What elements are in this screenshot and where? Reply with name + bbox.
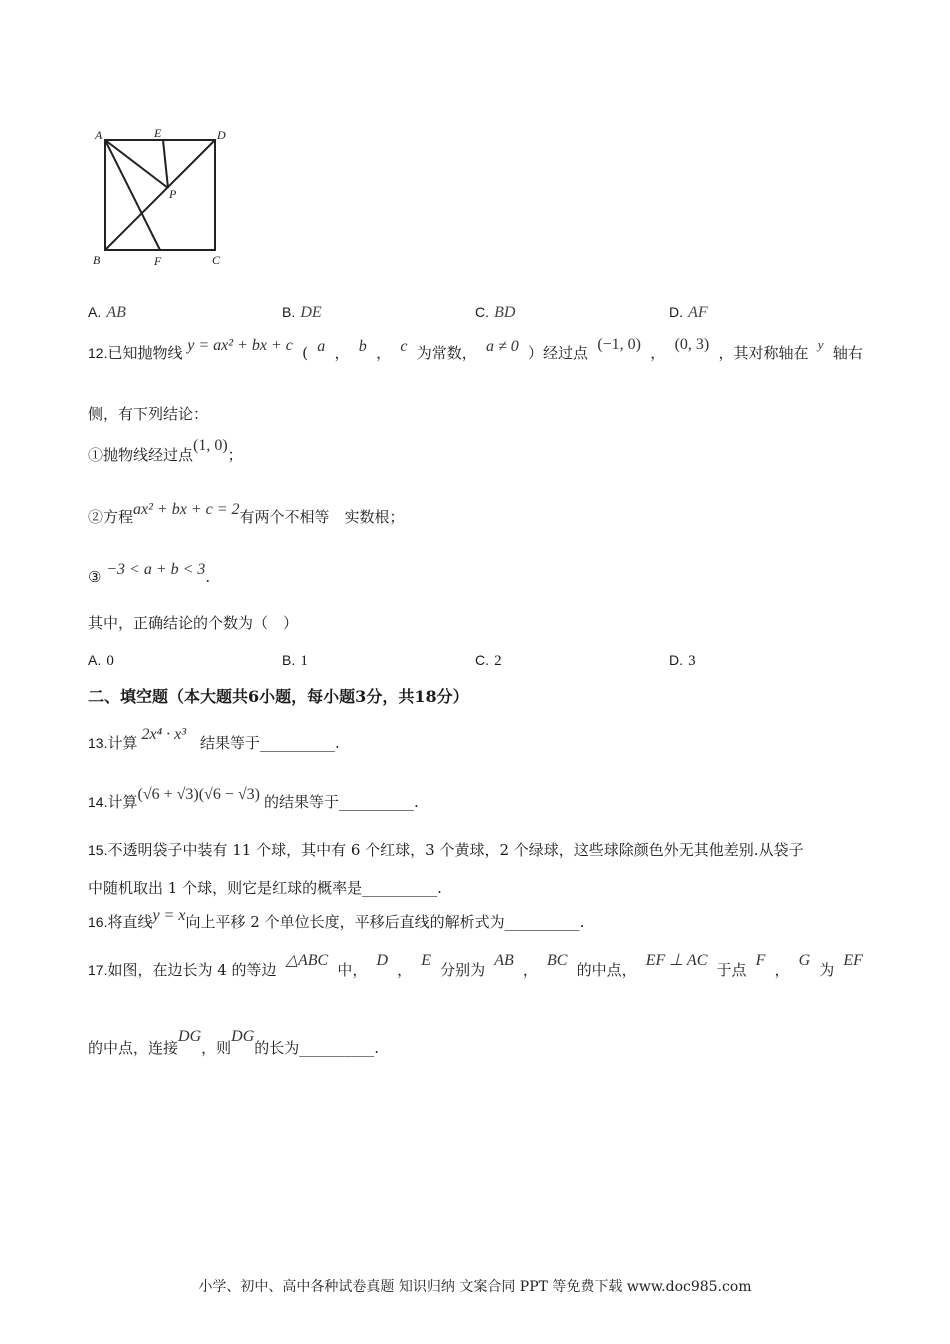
q11-option-c[interactable] xyxy=(475,302,515,322)
q12-conclusion-3 xyxy=(88,561,211,588)
q17-segment-ef: EF xyxy=(843,952,863,969)
q13-number: 13. xyxy=(88,735,108,751)
q17-text: 分别为 xyxy=(440,961,486,979)
heading-text: 二、填空题（本大题共 xyxy=(88,687,249,706)
q17-segment-ab: AB xyxy=(494,952,514,969)
heading-number: 18 xyxy=(414,687,437,706)
q12-conclusion-1 xyxy=(88,437,243,466)
q17-point-g: G xyxy=(798,952,811,969)
option-letter: C. xyxy=(475,652,489,668)
q12-open-paren: ( xyxy=(302,344,308,362)
q17-segment-dg: DG xyxy=(231,1028,255,1045)
option-letter: A. xyxy=(88,304,102,320)
q17-line1 xyxy=(88,952,863,980)
q12-option-b[interactable] xyxy=(282,650,308,670)
q12-sep: ， xyxy=(376,344,392,362)
q11-option-a[interactable] xyxy=(88,302,126,322)
label-b: B xyxy=(93,253,101,267)
q12-y-var: y xyxy=(817,337,824,352)
diagonal-bd xyxy=(105,140,215,250)
label-f: F xyxy=(154,254,162,268)
option-value: AB xyxy=(106,304,126,321)
q17-segment-dg: DG xyxy=(178,1028,202,1045)
q12-line1 xyxy=(88,336,863,364)
q17-line2 xyxy=(88,1028,380,1059)
conclusion-text: ③ xyxy=(88,568,102,586)
option-value: DE xyxy=(300,304,322,321)
q13-expression: 2x⁴ · x³ xyxy=(141,726,187,743)
conclusion-inequality: −3 < a + b < 3 xyxy=(106,561,206,578)
q17-text: ，则 xyxy=(201,1039,232,1057)
q17-text: 中， xyxy=(337,961,368,979)
option-value: AF xyxy=(688,304,708,321)
option-value: 1 xyxy=(300,653,308,669)
q16-text: 将直线 xyxy=(107,913,153,931)
heading-text: 分） xyxy=(436,687,469,706)
q12-option-a[interactable] xyxy=(88,650,114,670)
q16-number: 16. xyxy=(88,914,108,930)
option-letter: A. xyxy=(88,652,102,668)
conclusion-equation: ax² + bx + c = 2 xyxy=(133,501,240,518)
square-figure xyxy=(88,122,238,272)
option-letter: D. xyxy=(669,304,683,320)
option-value: 2 xyxy=(494,653,502,669)
q17-text: 的中点， xyxy=(576,961,637,979)
heading-text: 小题，每小题 xyxy=(259,687,356,706)
q17-number: 17. xyxy=(88,962,108,978)
q17-segment-bc: BC xyxy=(547,952,568,969)
conclusion-text: ； xyxy=(227,446,243,464)
q12-var-c: c xyxy=(400,338,408,355)
q17-triangle: △ABC xyxy=(285,952,329,969)
q13-text: 计算 xyxy=(107,734,138,752)
option-letter: B. xyxy=(282,652,296,668)
q12-var-a: a xyxy=(317,338,326,355)
q16-line-expr: y = x xyxy=(152,907,186,924)
q12-text: 已知抛物线 xyxy=(107,344,183,362)
conclusion-point: (1, 0) xyxy=(193,437,228,454)
q12-conclusion-2 xyxy=(88,501,405,528)
q17-perpendicular: EF ⊥ AC xyxy=(645,952,708,969)
q17-text: 如图，在边长为 4 的等边 xyxy=(107,961,277,979)
q17-sep: ， xyxy=(522,961,538,979)
option-value: 3 xyxy=(688,653,696,669)
q16-text: 向上平移 2 个单位长度，平移后直线的解析式为__________. xyxy=(185,913,585,931)
q15-line1 xyxy=(88,840,804,860)
heading-text: 分，共 xyxy=(366,687,415,706)
q17-text: 为 xyxy=(819,961,835,979)
conclusion-text: ②方程 xyxy=(88,508,134,526)
q14-text: 的结果等于__________. xyxy=(263,793,419,811)
q17-text: 于点 xyxy=(716,961,747,979)
q14-expression: (√6 + √3)(√6 − √3) xyxy=(137,786,260,803)
conclusion-text: . xyxy=(205,568,211,586)
conclusion-text: ①抛物线经过点 xyxy=(88,446,194,464)
q12-text: ）经过点 xyxy=(528,344,589,362)
option-letter: D. xyxy=(669,652,683,668)
q14-text: 计算 xyxy=(107,793,138,811)
segment-ap xyxy=(105,140,168,188)
q12-point-2: (0, 3) xyxy=(674,336,710,353)
footer-note: 小学、初中、高中各种试卷真题 知识归纳 文案合同 PPT 等免费下载 www.doc985.com xyxy=(198,1279,752,1295)
q15-number: 15. xyxy=(88,842,108,858)
q11-option-d[interactable] xyxy=(669,302,708,322)
q17-text: 的中点，连接 xyxy=(88,1039,179,1057)
q14 xyxy=(88,786,419,813)
label-e: E xyxy=(154,126,162,140)
q12-point-1: (−1, 0) xyxy=(597,336,642,353)
q12-sep: ， xyxy=(334,344,350,362)
label-p: P xyxy=(169,187,177,201)
label-a: A xyxy=(95,128,103,142)
q12-text: ，其对称轴在 xyxy=(718,344,809,362)
q16 xyxy=(88,907,585,933)
q12-sep: ， xyxy=(650,344,666,362)
label-c: C xyxy=(212,253,221,267)
q12-condition: a ≠ 0 xyxy=(486,338,519,355)
q15-text: 不透明袋子中装有 11 个球，其中有 6 个红球，3 个黄球，2 个绿球，这些球除颜色外无其他差别.从袋子 xyxy=(107,841,804,859)
q12-option-c[interactable] xyxy=(475,650,502,670)
option-value: 0 xyxy=(106,653,114,669)
q17-text: 的长为__________. xyxy=(254,1039,380,1057)
option-letter: B. xyxy=(282,304,296,320)
heading-number: 3 xyxy=(355,687,367,706)
option-value: BD xyxy=(494,304,516,321)
q12-number: 12. xyxy=(88,345,108,361)
q17-sep: ， xyxy=(774,961,790,979)
q17-point-d: D xyxy=(376,952,388,969)
q15-line2: 中随机取出 1 个球，则它是红球的概率是__________. xyxy=(88,879,442,897)
heading-number: 6 xyxy=(248,687,260,706)
q17-point-e: E xyxy=(421,952,432,969)
segment-ae-ep xyxy=(163,140,168,188)
q13-text: 结果等于__________. xyxy=(200,734,340,752)
conclusion-text: 有两个不相等 实数根； xyxy=(239,508,405,526)
segment-af xyxy=(105,140,160,250)
q17-point-f: F xyxy=(755,952,766,969)
section-heading xyxy=(88,684,469,707)
q12-option-d[interactable] xyxy=(669,650,696,670)
q12-parabola-expr: y = ax² + bx + c xyxy=(187,337,293,354)
q14-number: 14. xyxy=(88,794,108,810)
q13 xyxy=(88,726,340,754)
q11-option-b[interactable] xyxy=(282,302,322,322)
q12-line2: 侧，有下列结论： xyxy=(88,405,209,423)
option-letter: C. xyxy=(475,304,489,320)
q12-var-b: b xyxy=(358,338,367,355)
q17-sep: ， xyxy=(397,961,413,979)
q12-text: 为常数， xyxy=(416,344,477,362)
q12-text: 轴右 xyxy=(832,344,863,362)
q12-stem: 其中，正确结论的个数为（ ） xyxy=(88,614,299,632)
label-d: D xyxy=(217,128,226,142)
